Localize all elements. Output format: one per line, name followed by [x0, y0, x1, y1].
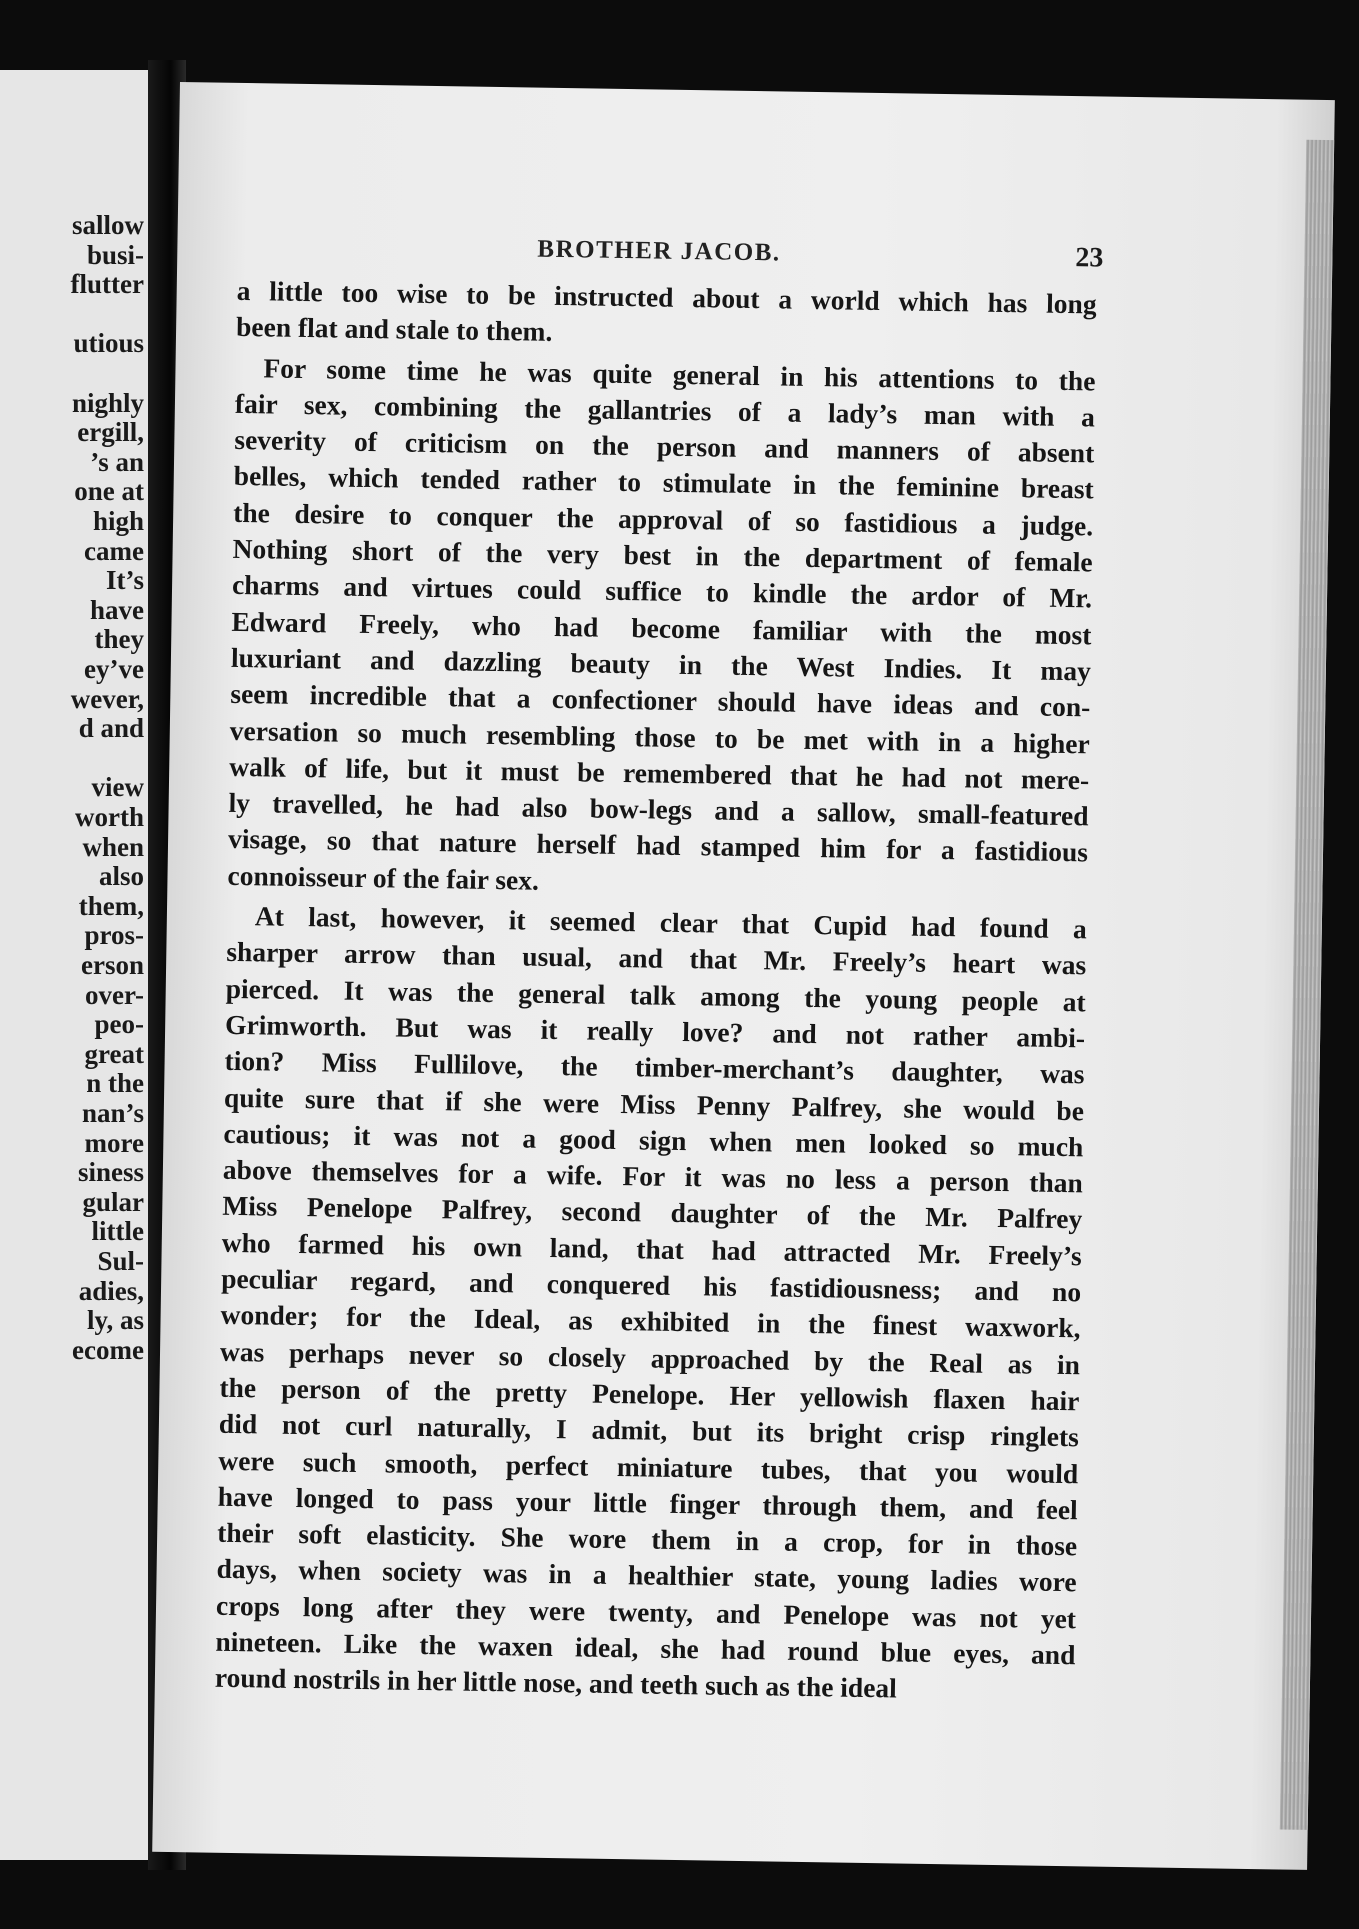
text-line: ly travelled, he had also bow-legs and a sallow, small-featured [228, 787, 1089, 832]
facing-page-line-fragment: over- [85, 979, 144, 1010]
facing-page-line-fragment: gular [82, 1186, 144, 1217]
facing-page-line-fragment: also [98, 861, 144, 892]
text-line: cautious; it was not a good sign when men looked so much [223, 1117, 1084, 1163]
text-line: At last, however, it seemed clear that Cupid had found a [254, 900, 1088, 945]
facing-page-line-fragment: little [91, 1216, 144, 1247]
text-line: crops long after they were twenty, and Penelope was not yet [215, 1589, 1077, 1634]
text-line: seem incredible that a confectioner should have ideas and con- [230, 678, 1091, 723]
facing-page-line-fragment: ey’ve [84, 654, 144, 684]
facing-page-line-fragment: sallow [71, 210, 144, 240]
page-right [152, 82, 1335, 1870]
text-line: charms and virtues could suffice to kindle the ardor of Mr. [231, 569, 1093, 614]
facing-page-line-fragment: when [82, 831, 144, 862]
text-line: sharper arrow than usual, and that Mr. Freely’s heart was [226, 936, 1087, 981]
facing-page-line-fragment: adies, [78, 1275, 144, 1306]
text-line: were such smooth, perfect miniature tubes, that you would [218, 1444, 1079, 1489]
text-line: connoisseur of the fair sex. [227, 859, 540, 896]
text-line: nineteen. Like the waxen ideal, she had round blue eyes, and [215, 1625, 1076, 1671]
facing-page-line-fragment: they [94, 624, 144, 655]
text-line: was perhaps never so closely approached by the Real as in [219, 1335, 1081, 1380]
text-line: Nothing short of the very best in the department of female [232, 532, 1093, 578]
text-line: a little too wise to be instructed about a world which has long [236, 274, 1097, 320]
running-head: BROTHER JACOB. [537, 235, 781, 267]
facing-page-line-fragment: nan’s [81, 1098, 144, 1128]
text-line: who farmed his own land, that had attracted Mr. Freely’s [221, 1226, 1082, 1272]
facing-page-line-fragment: view [91, 772, 144, 803]
facing-page-line-fragment: erson [81, 950, 144, 980]
text-line: visage, so that nature herself had stamped him for a fastidious [227, 823, 1089, 868]
text-line: fair sex, combining the gallantries of a lady’s man with a [234, 387, 1096, 433]
text-line: have longed to pass your little finger through them, and feel [217, 1480, 1078, 1526]
text-line: above themselves for a wife. For it was no less a person than [222, 1153, 1084, 1199]
body-text [215, 273, 1097, 1710]
text-line: did not curl naturally, I admit, but its bright crisp ringlets [218, 1407, 1080, 1453]
facing-page-line-fragment: worth [75, 802, 144, 832]
facing-page-line-fragment: siness [77, 1157, 144, 1188]
text-line: Edward Freely, who had become familiar with the most [231, 605, 1092, 651]
facing-page-line-fragment: wever, [70, 683, 144, 714]
facing-page-line-fragment: d and [78, 713, 144, 744]
facing-page-line-fragment: ecome [72, 1334, 144, 1365]
facing-page-line-fragment: ’s an [90, 446, 144, 477]
facing-page-line-fragment: utious [73, 328, 144, 359]
text-line: quite sure that if she were Miss Penny Palfrey, she would be [223, 1081, 1085, 1126]
text-line: belles, which tended rather to stimulate in the feminine breast [233, 460, 1094, 505]
text-line: luxuriant and dazzling beauty in the West Indies. It may [230, 641, 1092, 687]
text-line: the desire to conquer the approval of so fastidious a judge. [233, 496, 1094, 542]
facing-page-line-fragment: ly, as [86, 1305, 144, 1336]
text-line: walk of life, but it must be remembered that he had not mere- [229, 750, 1090, 796]
text-line: the person of the pretty Penelope. Her yellowish flaxen hair [219, 1371, 1080, 1417]
facing-page-line-fragment: flutter [70, 269, 144, 300]
page-number: 23 [1075, 242, 1104, 274]
facing-page-line-fragment: one at [74, 476, 144, 507]
facing-page-line-fragment: It’s [106, 565, 144, 596]
page-edge-shadow [1280, 140, 1335, 1830]
facing-page-left [0, 70, 148, 1860]
facing-page-line-fragment: busi- [86, 239, 144, 270]
text-line: round nostrils in her little nose, and teeth such as the ideal [214, 1662, 898, 1704]
facing-page-line-fragment: Sul- [97, 1246, 144, 1276]
text-line: severity of criticism on the person and manners of absent [234, 424, 1095, 469]
facing-page-line-fragment: n the [86, 1068, 144, 1099]
facing-page-line-fragment: came [84, 535, 144, 566]
text-line: Miss Penelope Palfrey, second daughter of the Mr. Palfrey [222, 1190, 1083, 1235]
text-line: wonder; for the Ideal, as exhibited in the finest waxwork, [220, 1299, 1081, 1344]
facing-page-line-fragment: them, [78, 890, 144, 921]
text-line: peculiar regard, and conquered his fastidiousness; and no [220, 1262, 1082, 1308]
facing-page-line-fragment: more [84, 1127, 144, 1158]
text-line: tion? Miss Fullilove, the timber-merchant’s daughter, was [224, 1045, 1085, 1090]
text-line: For some time he was quite general in his attentions to the [263, 351, 1096, 397]
text-line: their soft elasticity. She wore them in a crop, for in those [216, 1516, 1078, 1562]
facing-page-line-fragment: nighly [71, 387, 144, 418]
text-line: pierced. It was the general talk among the young people at [225, 972, 1086, 1017]
facing-page-line-fragment: great [84, 1038, 144, 1069]
facing-page-line-fragment: peo- [94, 1009, 144, 1040]
facing-page-line-fragment: have [90, 594, 144, 625]
text-line: days, when society was in a healthier state, young ladies wore [216, 1553, 1077, 1598]
facing-page-line-fragment: ergill, [77, 417, 144, 448]
text-line: Grimworth. But was it really love? and not rather ambi- [224, 1008, 1086, 1054]
text-line: been flat and stale to them. [235, 311, 553, 348]
facing-page-line-fragment: high [92, 506, 144, 536]
text-line: versation so much resembling those to be met with in a higher [229, 714, 1090, 759]
facing-page-line-fragment: pros- [84, 920, 144, 951]
